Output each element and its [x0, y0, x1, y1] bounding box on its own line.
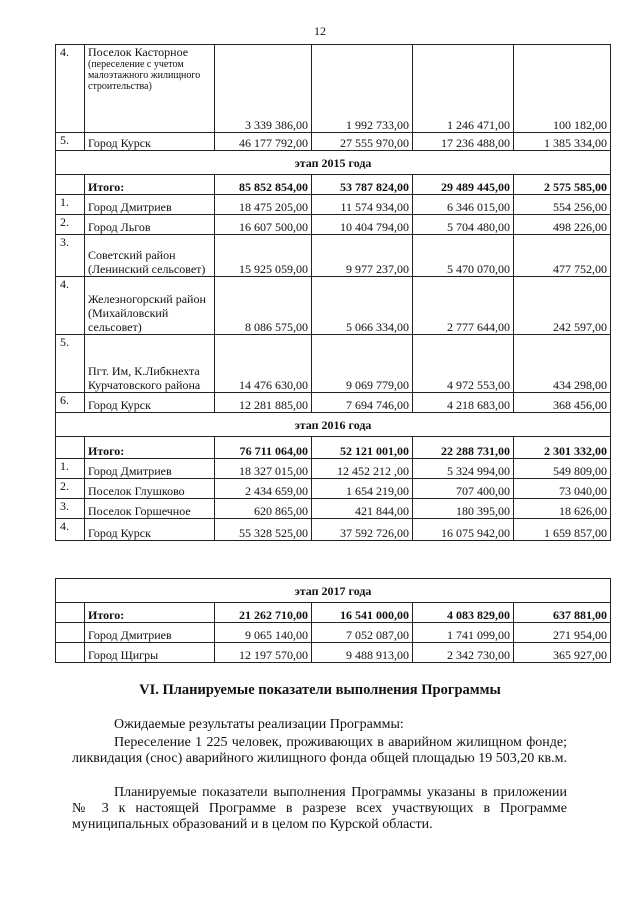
value-fund: 7 052 087,00	[312, 623, 413, 643]
value-fund: 9 977 237,00	[312, 235, 413, 277]
value-total: 12 197 570,00	[215, 643, 312, 663]
total-row	[56, 437, 611, 459]
table-row	[56, 519, 611, 541]
row-name-text: Город Курск	[88, 398, 151, 412]
row-name-text: Город Курск	[88, 526, 151, 540]
paragraph-expected-results: Ожидаемые результаты реализации Программы:	[114, 717, 404, 732]
row-index	[56, 603, 85, 623]
resettlement-table-2017	[55, 578, 611, 663]
value-regional: 4 972 553,00	[413, 335, 514, 393]
row-index: 5.	[56, 335, 85, 393]
value-total: 85 852 854,00	[215, 175, 312, 195]
stage-label: этап 2015 года	[56, 151, 611, 175]
row-name-text: Поселок Горшечное	[88, 504, 191, 518]
row-name	[85, 519, 215, 541]
row-name-text: Город Дмитриев	[88, 464, 172, 478]
row-index: 2.	[56, 479, 85, 499]
value-regional: 16 075 942,00	[413, 519, 514, 541]
value-local: 1 659 857,00	[514, 519, 611, 541]
row-name-text: Итого:	[88, 180, 125, 194]
row-name	[85, 235, 215, 277]
value-local: 100 182,00	[514, 45, 611, 133]
value-fund: 1 992 733,00	[312, 45, 413, 133]
value-total: 21 262 710,00	[215, 603, 312, 623]
row-name-text: Итого:	[88, 608, 125, 622]
paragraph-indicators: Планируемые показатели выполнения Программы указаны в приложении № 3 к настоящей Программе в разрезе всех участвующих в Программе муниципальных образований и в целом по Курской области.	[72, 785, 567, 832]
value-regional: 29 489 445,00	[413, 175, 514, 195]
row-name-text: Город Курск	[88, 136, 151, 150]
table-row	[56, 277, 611, 335]
row-index	[56, 623, 85, 643]
value-regional: 180 395,00	[413, 499, 514, 519]
value-total: 18 327 015,00	[215, 459, 312, 479]
row-index: 3.	[56, 235, 85, 277]
row-name-text: Итого:	[88, 444, 125, 458]
value-local: 365 927,00	[514, 643, 611, 663]
row-index: 4.	[56, 45, 85, 133]
row-name	[85, 195, 215, 215]
value-local: 2 575 585,00	[514, 175, 611, 195]
row-name-text: Город Щигры	[88, 648, 159, 662]
value-local: 368 456,00	[514, 393, 611, 413]
value-fund: 16 541 000,00	[312, 603, 413, 623]
value-total: 18 475 205,00	[215, 195, 312, 215]
table-row	[56, 499, 611, 519]
value-fund: 10 404 794,00	[312, 215, 413, 235]
value-total: 14 476 630,00	[215, 335, 312, 393]
value-total: 2 434 659,00	[215, 479, 312, 499]
value-total: 620 865,00	[215, 499, 312, 519]
value-regional: 2 777 644,00	[413, 277, 514, 335]
row-name	[85, 643, 215, 663]
value-regional: 22 288 731,00	[413, 437, 514, 459]
row-name-text: Железногорский район (Михайловский сельсовет)	[88, 292, 206, 334]
total-row	[56, 175, 611, 195]
page-number: 12	[314, 24, 326, 38]
row-name-text: Пгт. Им, К.Либкнехта Курчатовского района	[88, 364, 201, 392]
value-fund: 27 555 970,00	[312, 133, 413, 151]
value-total: 12 281 885,00	[215, 393, 312, 413]
row-name-text: Город Дмитриев	[88, 200, 172, 214]
table-row	[56, 215, 611, 235]
value-regional: 4 083 829,00	[413, 603, 514, 623]
row-index	[56, 643, 85, 663]
value-local: 637 881,00	[514, 603, 611, 623]
value-total: 15 925 059,00	[215, 235, 312, 277]
value-fund: 52 121 001,00	[312, 437, 413, 459]
value-local: 18 626,00	[514, 499, 611, 519]
row-name	[85, 479, 215, 499]
value-total: 3 339 386,00	[215, 45, 312, 133]
row-index: 1.	[56, 195, 85, 215]
row-name-text: Поселок Глушково	[88, 484, 185, 498]
table-row	[56, 133, 611, 151]
value-local: 242 597,00	[514, 277, 611, 335]
row-name	[85, 603, 215, 623]
row-index	[56, 175, 85, 195]
value-fund: 9 488 913,00	[312, 643, 413, 663]
row-index: 6.	[56, 393, 85, 413]
value-regional: 5 704 480,00	[413, 215, 514, 235]
stage-label: этап 2016 года	[56, 413, 611, 437]
value-fund: 12 452 212 ,00	[312, 459, 413, 479]
value-regional: 4 218 683,00	[413, 393, 514, 413]
total-row	[56, 603, 611, 623]
resettlement-table-2014-2016	[55, 44, 611, 541]
value-fund: 1 654 219,00	[312, 479, 413, 499]
row-index: 1.	[56, 459, 85, 479]
row-index: 3.	[56, 499, 85, 519]
value-fund: 421 844,00	[312, 499, 413, 519]
value-total: 76 711 064,00	[215, 437, 312, 459]
row-name-text: Поселок Касторное	[88, 45, 189, 59]
table-row	[56, 623, 611, 643]
row-index	[56, 437, 85, 459]
stage-row	[56, 413, 611, 437]
row-name-text: Советский район (Ленинский сельсовет)	[88, 248, 206, 276]
value-regional: 1 246 471,00	[413, 45, 514, 133]
value-total: 55 328 525,00	[215, 519, 312, 541]
row-name	[85, 175, 215, 195]
value-local: 271 954,00	[514, 623, 611, 643]
value-fund: 7 694 746,00	[312, 393, 413, 413]
value-fund: 11 574 934,00	[312, 195, 413, 215]
row-name	[85, 277, 215, 335]
row-name	[85, 499, 215, 519]
value-regional: 5 324 994,00	[413, 459, 514, 479]
value-fund: 37 592 726,00	[312, 519, 413, 541]
value-regional: 6 346 015,00	[413, 195, 514, 215]
table-row	[56, 235, 611, 277]
row-index: 2.	[56, 215, 85, 235]
value-total: 8 086 575,00	[215, 277, 312, 335]
table-row	[56, 459, 611, 479]
value-total: 9 065 140,00	[215, 623, 312, 643]
row-name-text: Город Дмитриев	[88, 628, 172, 642]
row-note: (переселение с учетом малоэтажного жилищного строительства)	[88, 59, 201, 92]
value-fund: 5 066 334,00	[312, 277, 413, 335]
row-name	[85, 335, 215, 393]
value-regional: 707 400,00	[413, 479, 514, 499]
table-row	[56, 335, 611, 393]
value-local: 73 040,00	[514, 479, 611, 499]
value-local: 434 298,00	[514, 335, 611, 393]
value-local: 554 256,00	[514, 195, 611, 215]
row-index: 5.	[56, 133, 85, 151]
table-row	[56, 45, 611, 133]
value-fund: 53 787 824,00	[312, 175, 413, 195]
value-local: 549 809,00	[514, 459, 611, 479]
row-name	[85, 459, 215, 479]
row-index: 4.	[56, 277, 85, 335]
row-name	[85, 623, 215, 643]
row-name	[85, 133, 215, 151]
row-name	[85, 45, 215, 133]
row-name	[85, 437, 215, 459]
value-fund: 9 069 779,00	[312, 335, 413, 393]
row-name	[85, 393, 215, 413]
value-total: 46 177 792,00	[215, 133, 312, 151]
value-local: 498 226,00	[514, 215, 611, 235]
table-row	[56, 393, 611, 413]
value-regional: 5 470 070,00	[413, 235, 514, 277]
value-total: 16 607 500,00	[215, 215, 312, 235]
value-local: 477 752,00	[514, 235, 611, 277]
value-regional: 17 236 488,00	[413, 133, 514, 151]
stage-label: этап 2017 года	[56, 579, 611, 603]
table-row	[56, 643, 611, 663]
value-regional: 1 741 099,00	[413, 623, 514, 643]
table-row	[56, 195, 611, 215]
stage-row	[56, 579, 611, 603]
value-regional: 2 342 730,00	[413, 643, 514, 663]
table-row	[56, 479, 611, 499]
row-name-text: Город Льгов	[88, 220, 151, 234]
paragraph-resettlement: Переселение 1 225 человек, проживающих в аварийном жилищном фонде; ликвидация (снос) аварийного жилищного фонда общей площадью 19 503,20 кв.м.	[72, 735, 567, 766]
row-index: 4.	[56, 519, 85, 541]
section-heading: VI. Планируемые показатели выполнения Программы	[139, 682, 501, 698]
row-name	[85, 215, 215, 235]
value-local: 1 385 334,00	[514, 133, 611, 151]
value-local: 2 301 332,00	[514, 437, 611, 459]
stage-row	[56, 151, 611, 175]
